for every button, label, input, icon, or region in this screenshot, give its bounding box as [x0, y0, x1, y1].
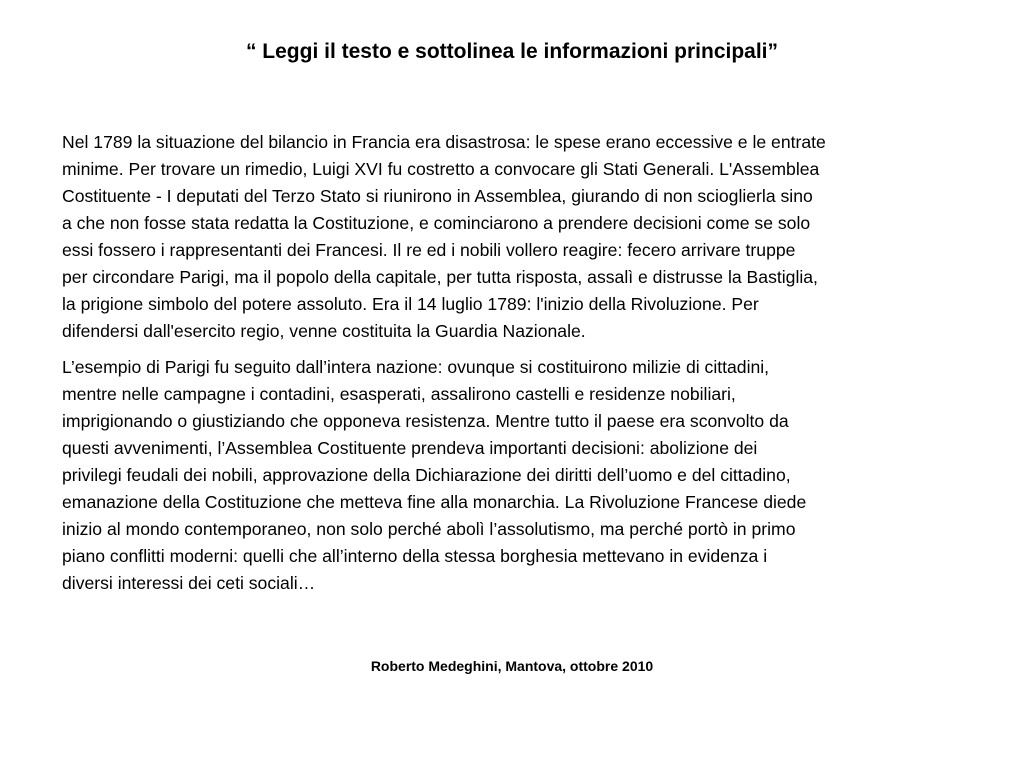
slide-title: “ Leggi il testo e sottolinea le informazioni principali”	[245, 40, 779, 63]
author-credit: Roberto Medeghini, Mantova, ottobre 2010	[370, 658, 654, 674]
body-text	[62, 129, 962, 597]
paragraph-1: Nel 1789 la situazione del bilancio in Francia era disastrosa: le spese erano eccessive e le entrate minime. Per trovare un rimedio, Luigi XVI fu costretto a convocare gli Stati Generali. L'Assemblea Costituente - I deputati del Terzo Stato si riunirono in Assemblea, giurando di non scioglierla sino a che non fosse stata redatta la Costituzione, e cominciarono a prendere decisioni come se solo essi fossero i rappresentanti dei Francesi. Il re ed i nobili vollero reagire: fecero arrivare truppe per circondare Parigi, ma il popolo della capitale, per tutta risposta, assalì e distrusse la Bastiglia, la prigione simbolo del potere assoluto. Era il 14 luglio 1789: l'inizio della Rivoluzione. Per difendersi dall'esercito regio, venne costituita la Guardia Nazionale.	[62, 132, 826, 341]
paragraph-2: L’esempio di Parigi fu seguito dall’intera nazione: ovunque si costituirono milizie di cittadini, mentre nelle campagne i contadini, esasperati, assalirono castelli e residenze nobiliari, imprigionando o giustiziando che opponeva resistenza. Mentre tutto il paese era sconvolto da questi avvenimenti, l’Assemblea Costituente prendeva importanti decisioni: abolizione dei privilegi feudali dei nobili, approvazione della Dichiarazione dei diritti dell’uomo e del cittadino, emanazione della Costituzione che metteva fine alla monarchia. La Rivoluzione Francese diede inizio al mondo contemporaneo, non solo perché abolì l’assolutismo, ma perché portò in primo piano conflitti moderni: quelli che all’interno della stessa borghesia mettevano in evidenza i diversi interessi dei ceti sociali…	[62, 357, 807, 593]
